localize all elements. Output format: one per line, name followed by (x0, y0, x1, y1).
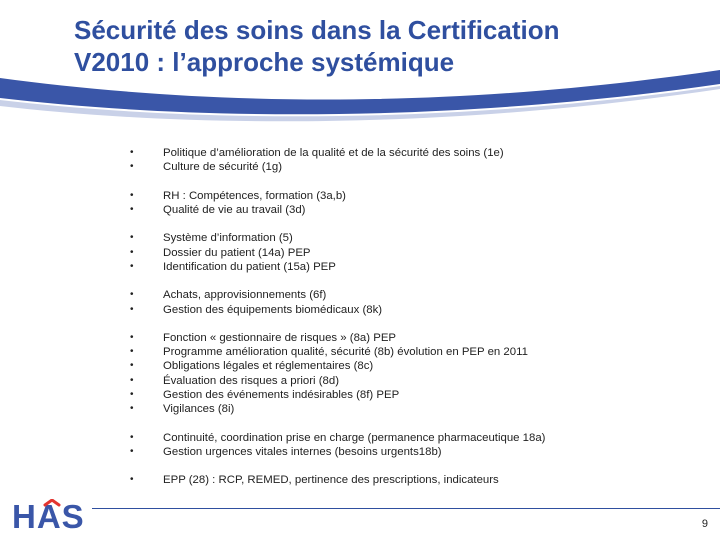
bullet-groups (126, 146, 696, 502)
bullet-item: • Dossier du patient (14a) PEP (126, 246, 696, 260)
bullet-item: • Gestion des événements indésirables (8f) PEP (126, 388, 696, 402)
bullet-item: • Qualité de vie au travail (3d) (126, 203, 696, 217)
has-logo (12, 499, 88, 533)
bullet-item: • Continuité, coordination prise en charge (permanence pharmaceutique 18a) (126, 431, 696, 445)
bullet-item: • RH : Compétences, formation (3a,b) (126, 189, 696, 203)
bullet-group (126, 231, 696, 274)
bullet-item: • Identification du patient (15a) PEP (126, 260, 696, 274)
bullet-item: • Culture de sécurité (1g) (126, 160, 696, 174)
bullet-item: • Achats, approvisionnements (6f) (126, 288, 696, 302)
bullet-item: • Système d’information (5) (126, 231, 696, 245)
slide-title-line-2: V2010 : l’approche systémique (74, 47, 455, 77)
bullet-item: • Évaluation des risques a priori (8d) (126, 374, 696, 388)
bullet-item: • Politique d’amélioration de la qualité et de la sécurité des soins (1e) (126, 146, 696, 160)
header-swoosh-decoration (0, 56, 720, 126)
bullet-item: • Programme amélioration qualité, sécurité (8b) évolution en PEP en 2011 (126, 345, 696, 359)
bullet-item: • Fonction « gestionnaire de risques » (8a) PEP (126, 331, 696, 345)
bullet-group (126, 288, 696, 316)
bullet-item: • Vigilances (8i) (126, 402, 696, 416)
page-number: 9 (701, 518, 708, 530)
bullet-group (126, 473, 696, 487)
bullet-item: • Gestion des équipements biomédicaux (8k) (126, 303, 696, 317)
slide-title-line-1: Sécurité des soins dans la Certification (74, 15, 560, 45)
bullet-group (126, 146, 696, 174)
footer-divider (92, 508, 720, 509)
bullet-item: • EPP (28) : RCP, REMED, pertinence des prescriptions, indicateurs (126, 473, 696, 487)
bullet-group (126, 431, 696, 459)
bullet-group (126, 331, 696, 416)
bullet-item: • Obligations légales et réglementaires (8c) (126, 359, 696, 373)
has-logo-text: HAS (12, 499, 85, 533)
bullet-item: • Gestion urgences vitales internes (besoins urgents18b) (126, 445, 696, 459)
bullet-group (126, 189, 696, 217)
